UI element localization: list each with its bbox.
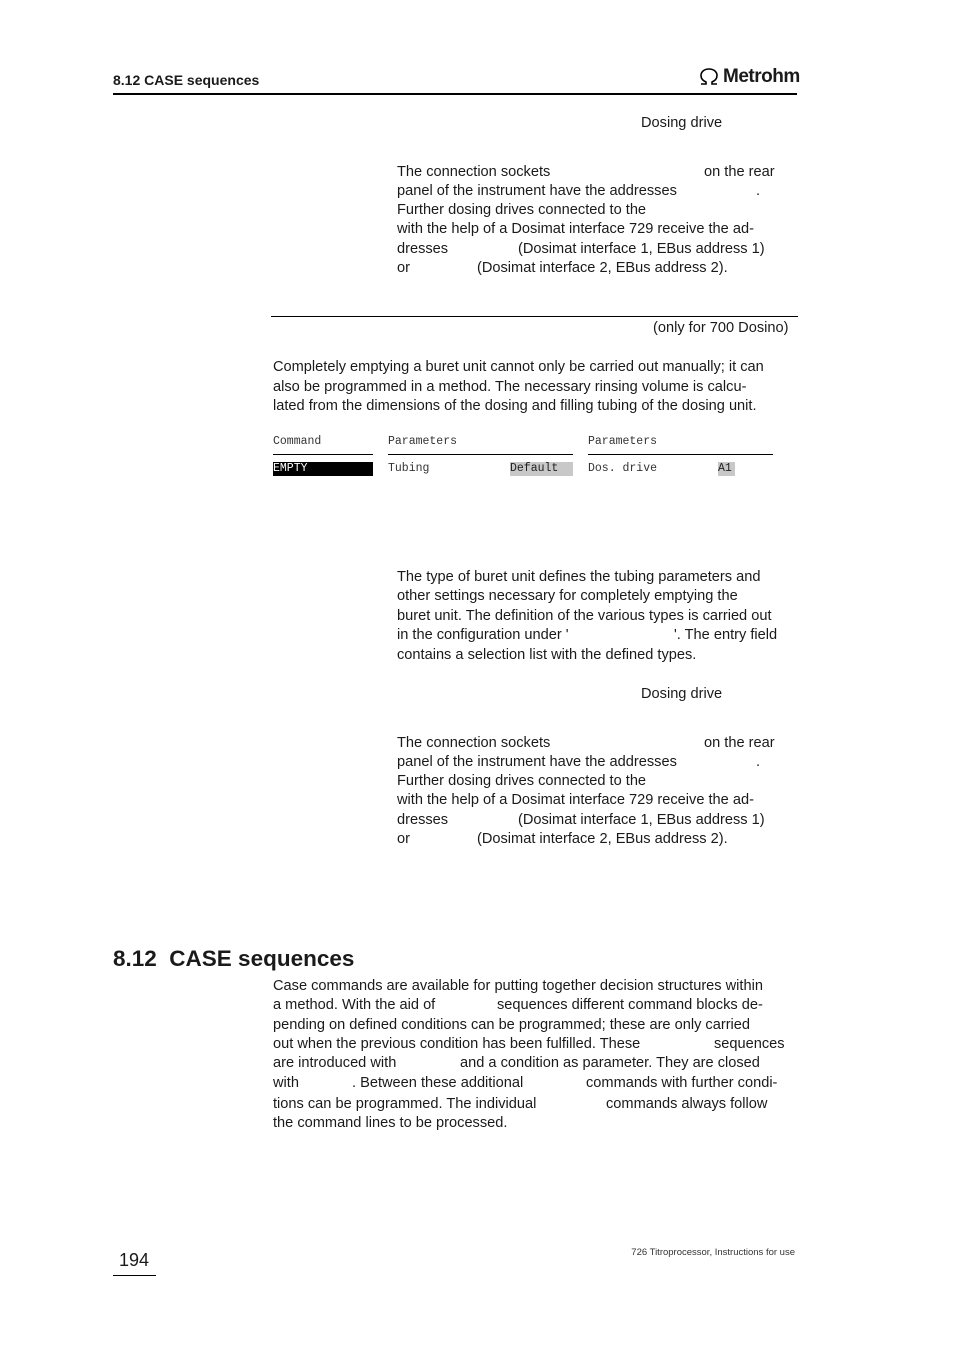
text-line: with the help of a Dosimat interface 729 receive the ad- xyxy=(397,221,754,237)
text-line: commands with further condi- xyxy=(586,1075,778,1091)
text-line: on the rear xyxy=(704,164,775,180)
col-header-parameters-1: Parameters xyxy=(388,435,458,448)
param-tubing-label: Tubing xyxy=(388,462,430,475)
text-line: Further dosing drives connected to the xyxy=(397,773,647,789)
param-tubing-value: Default xyxy=(510,462,573,476)
text-line: tions can be programmed. The individual xyxy=(273,1096,537,1112)
text-line: . xyxy=(756,183,761,199)
text-line: also be programmed in a method. The necessary rinsing volume is calcu- xyxy=(273,379,747,395)
page-number: 194 xyxy=(119,1250,150,1270)
text-line: with xyxy=(273,1075,299,1091)
text-line: '. The entry field xyxy=(674,627,778,643)
text-line: are introduced with xyxy=(273,1055,397,1071)
section-heading: 8.12 CASE sequences xyxy=(113,946,355,971)
text-line: Case commands are available for putting together decision structures within xyxy=(273,978,763,994)
text-line: a method. With the aid of xyxy=(273,997,436,1013)
section-rule xyxy=(271,316,798,317)
footer-doc-title: 726 Titroprocessor, Instructions for use xyxy=(631,1247,795,1258)
text-line: buret unit. The definition of the various types is carried out xyxy=(397,608,772,624)
text-line: panel of the instrument have the addresses xyxy=(397,183,677,199)
text-line: out when the previous condition has been fulfilled. These xyxy=(273,1036,641,1052)
text-line: on the rear xyxy=(704,735,775,751)
col-header-command: Command xyxy=(273,435,322,448)
dosing-drive-label-2: Dosing drive xyxy=(641,686,723,702)
text-line: Completely emptying a buret unit cannot only be carried out manually; it can xyxy=(273,359,764,375)
text-line: or xyxy=(397,831,410,847)
text-line: (Dosimat interface 1, EBus address 1) xyxy=(518,812,765,828)
text-line: and a condition as parameter. They are closed xyxy=(460,1055,760,1071)
text-line: . Between these additional xyxy=(352,1075,524,1091)
param-dos-drive-label: Dos. drive xyxy=(588,462,658,475)
text-line: commands always follow xyxy=(606,1096,768,1112)
text-line: with the help of a Dosimat interface 729 receive the ad- xyxy=(397,792,754,808)
col-header-parameters-2: Parameters xyxy=(588,435,658,448)
text-line: dresses xyxy=(397,812,449,828)
running-header-title: 8.12 CASE sequences xyxy=(113,72,260,88)
text-line: The connection sockets xyxy=(397,735,551,751)
text-line: sequences xyxy=(714,1036,785,1052)
text-line: The type of buret unit defines the tubing parameters and xyxy=(397,569,761,585)
text-line: in the configuration under ' xyxy=(397,627,569,643)
brand-name: Metrohm xyxy=(723,66,800,87)
text-line: (Dosimat interface 2, EBus address 2). xyxy=(477,831,728,847)
param-dos-drive-value: A1 xyxy=(718,462,735,476)
col-rule xyxy=(588,454,773,455)
text-line: Further dosing drives connected to the xyxy=(397,202,647,218)
text-line: (Dosimat interface 1, EBus address 1) xyxy=(518,241,765,257)
header-rule xyxy=(113,93,797,95)
text-line: lated from the dimensions of the dosing and filling tubing of the dosing unit. xyxy=(273,398,757,414)
omega-icon xyxy=(698,67,720,87)
brand-logo xyxy=(698,66,800,88)
text-line: (Dosimat interface 2, EBus address 2). xyxy=(477,260,728,276)
col-rule xyxy=(388,454,573,455)
text-line: . xyxy=(756,754,761,770)
text-line: pending on defined conditions can be programmed; these are only carried xyxy=(273,1017,751,1033)
text-line: the command lines to be processed. xyxy=(273,1115,508,1131)
text-line: sequences different command blocks de- xyxy=(497,997,763,1013)
dosino-note: (only for 700 Dosino) xyxy=(653,320,789,336)
dosing-drive-label-1: Dosing drive xyxy=(641,115,723,131)
command-cell: EMPTY xyxy=(273,462,373,476)
text-line: dresses xyxy=(397,241,449,257)
text-line: contains a selection list with the defined types. xyxy=(397,647,697,663)
text-line: The connection sockets xyxy=(397,164,551,180)
text-line: other settings necessary for completely emptying the xyxy=(397,588,738,604)
text-line: or xyxy=(397,260,410,276)
text-line: panel of the instrument have the addresses xyxy=(397,754,677,770)
page-number-rule xyxy=(113,1275,156,1276)
col-rule xyxy=(273,454,373,455)
